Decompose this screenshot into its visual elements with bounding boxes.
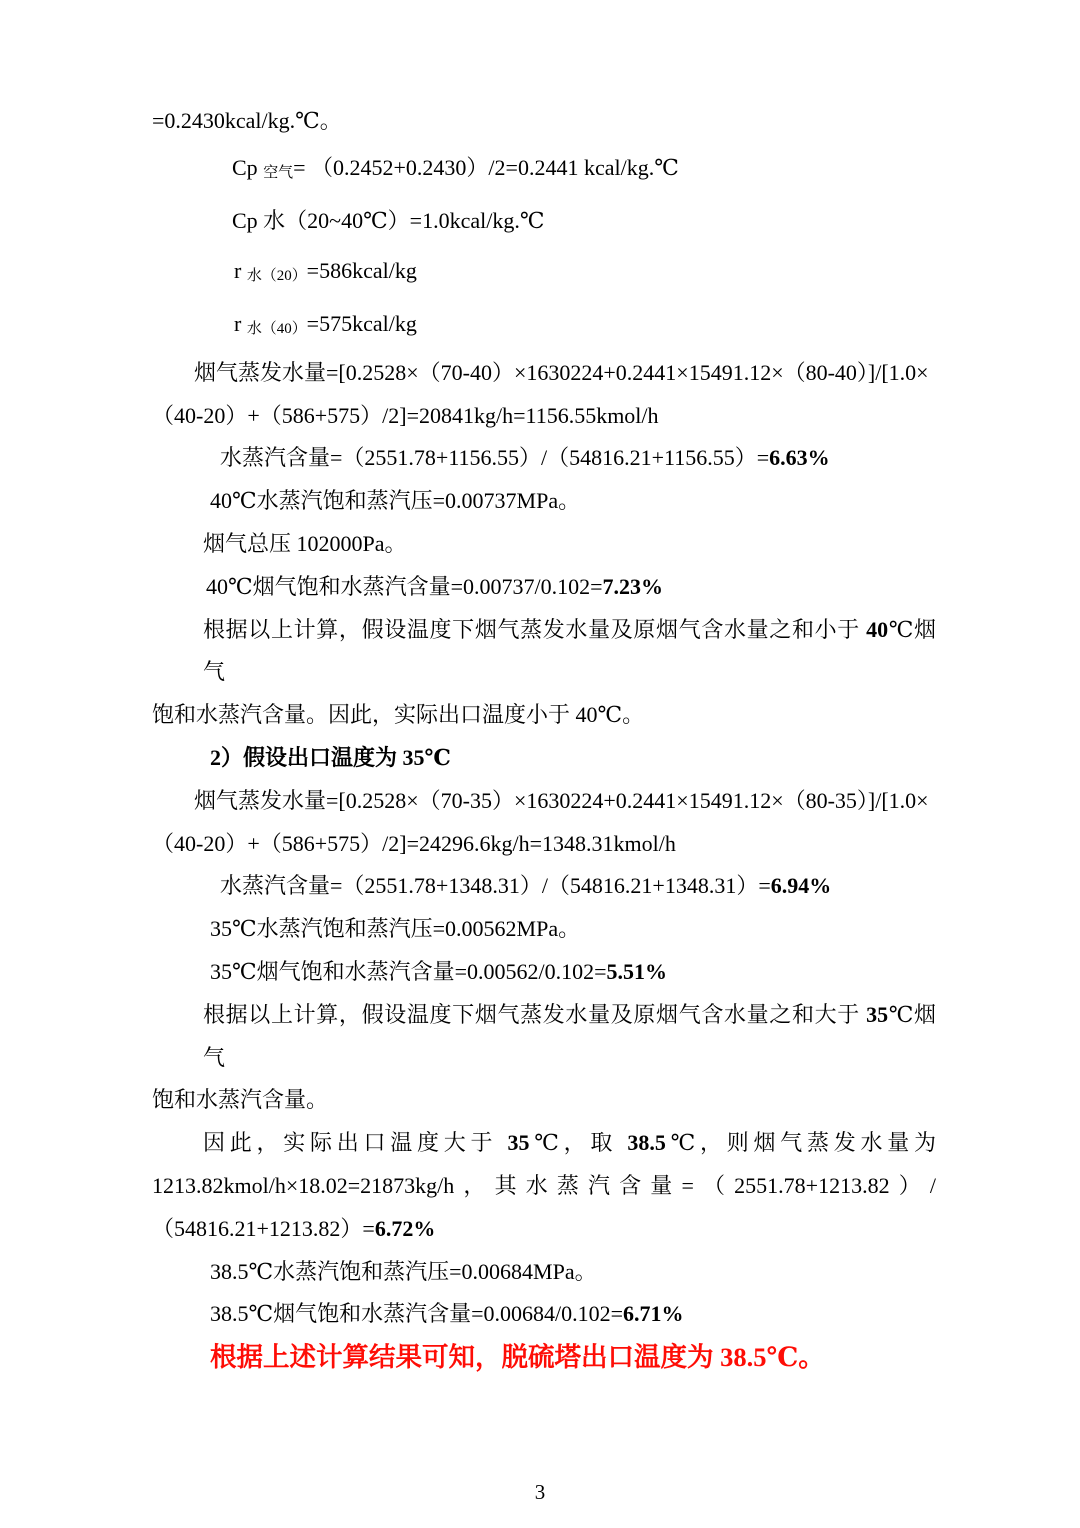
text-line: [152, 523, 936, 566]
text-line: [152, 196, 936, 246]
text-segment: 根据上述计算结果可知，脱硫塔出口温度为: [210, 1342, 721, 1373]
para-vapor-content-40c: [152, 437, 936, 480]
text-segment: 水（40）: [246, 321, 307, 338]
para-r-water-40: [152, 299, 936, 352]
text-line: [152, 352, 936, 395]
page-number: 3: [534, 1480, 546, 1504]
text-segment: （40-20）+（586+575）/2]=24296.6kg/h=1348.31kmol/h: [152, 830, 676, 856]
text-line: [152, 246, 936, 299]
text-segment: 6.72%: [374, 1215, 436, 1241]
text-line: [152, 143, 936, 196]
text-segment: 空气: [263, 165, 294, 182]
text-segment: 根据以上计算，假设温度下烟气蒸发水量及原烟气含水量之和小于: [203, 616, 867, 642]
text-segment: Cp 水（20~40℃）=1.0kcal/kg.℃: [232, 207, 545, 233]
text-line: [152, 480, 936, 523]
text-segment: 35℃水蒸汽饱和蒸汽压=0.00562MPa。: [210, 916, 581, 942]
text-line: [152, 780, 936, 823]
text-line: [152, 1122, 936, 1165]
text-line: [152, 395, 936, 438]
text-segment: 35: [507, 1130, 530, 1156]
para-heading-assume-35c: [152, 737, 936, 780]
text-segment: 饱和水蒸汽含量。: [152, 1087, 329, 1113]
para-vapor-content-35c: [152, 865, 936, 908]
text-line: [152, 694, 936, 737]
para-saturation-pressure-35c: [152, 908, 936, 951]
para-saturated-content-40c: [152, 566, 936, 609]
text-segment: （40-20）+（586+575）/2]=20841kg/h=1156.55kmol/h: [152, 402, 659, 428]
text-line: [152, 299, 936, 352]
text-segment: 因此，实际出口温度大于: [203, 1130, 508, 1156]
text-segment: r: [234, 257, 247, 283]
para-cp-water: [152, 196, 936, 246]
text-segment: 40℃水蒸汽饱和蒸汽压=0.00737MPa。: [210, 488, 581, 514]
text-line: [152, 566, 936, 609]
para-saturated-content-38-5c: [152, 1293, 936, 1336]
text-segment: 烟气蒸发水量=[0.2528×（70-35）×1630224+0.2441×15491.12×（80-35）]/[1.0×: [194, 787, 929, 813]
text-line: [152, 609, 936, 695]
text-segment: 7.23%: [602, 573, 664, 599]
text-segment: ℃烟气: [203, 1001, 936, 1070]
text-segment: 6.63%: [769, 445, 830, 471]
text-line: [152, 1251, 936, 1294]
para-final-calculation-38-5c: [152, 1122, 936, 1250]
text-segment: 38.5℃水蒸汽饱和蒸汽压=0.00684MPa。: [210, 1258, 597, 1284]
para-continued-cp-value: [152, 100, 936, 143]
text-segment: 35: [866, 1001, 889, 1027]
text-line: [152, 1208, 936, 1251]
para-saturation-pressure-38-5c: [152, 1251, 936, 1294]
para-saturated-content-35c: [152, 951, 936, 994]
text-segment: Cp: [232, 154, 264, 180]
para-final-conclusion-red: [152, 1336, 936, 1379]
text-line: [152, 823, 936, 866]
text-line: [152, 1336, 936, 1379]
text-line: [152, 1293, 936, 1336]
para-evaporation-formula-35c: [152, 780, 936, 866]
para-cp-air: [152, 143, 936, 196]
text-line: [152, 1079, 936, 1122]
para-evaporation-formula-40c: [152, 352, 936, 438]
text-segment: 5.51%: [606, 958, 668, 984]
text-line: [152, 737, 936, 780]
text-segment: =0.2430kcal/kg.℃。: [152, 108, 342, 133]
text-segment: 38.5℃烟气饱和水蒸汽含量=0.00684/0.102=: [210, 1301, 624, 1327]
text-segment: 饱和水蒸汽含量。因此，实际出口温度小于 40℃。: [152, 702, 645, 728]
text-segment: ℃，则烟气蒸发水量为: [665, 1130, 936, 1156]
text-line: [152, 865, 936, 908]
text-segment: ℃，取: [529, 1130, 628, 1156]
text-segment: 40: [866, 616, 889, 642]
text-segment: 烟气蒸发水量=[0.2528×（70-40）×1630224+0.2441×15491.12×（80-40）]/[1.0×: [194, 359, 929, 385]
document-content: [152, 100, 936, 1379]
para-saturation-pressure-40c: [152, 480, 936, 523]
text-segment: 烟气总压 102000Pa。: [203, 530, 407, 556]
text-segment: 40℃烟气饱和水蒸汽含量=0.00737/0.102=: [206, 573, 603, 599]
text-segment: 2）假设出口温度为 35℃: [210, 744, 451, 770]
text-line: [152, 951, 936, 994]
text-segment: 1213.82kmol/h×18.02=21873kg/h，其水蒸汽含量=（2551.78+1213.82）/: [152, 1172, 936, 1198]
text-line: [152, 994, 936, 1080]
text-segment: 根据以上计算，假设温度下烟气蒸发水量及原烟气含水量之和大于: [203, 1001, 867, 1027]
text-segment: =575kcal/kg: [306, 310, 417, 336]
text-segment: （54816.21+1213.82）=: [152, 1215, 375, 1241]
text-segment: 6.94%: [770, 873, 832, 899]
text-segment: 35℃烟气饱和水蒸汽含量=0.00562/0.102=: [210, 958, 607, 984]
text-segment: ℃。: [766, 1342, 825, 1373]
text-segment: 38.5: [720, 1342, 767, 1373]
para-total-pressure: [152, 523, 936, 566]
text-line: [152, 437, 936, 480]
text-segment: 6.71%: [623, 1301, 684, 1327]
text-segment: =586kcal/kg: [306, 257, 417, 283]
para-conclusion-40c: [152, 609, 936, 737]
text-line: [152, 1165, 936, 1208]
text-segment: = （0.2452+0.2430）/2=0.2441 kcal/kg.℃: [293, 154, 679, 180]
text-segment: 水（20）: [246, 268, 307, 285]
para-r-water-20: [152, 246, 936, 299]
para-conclusion-35c: [152, 994, 936, 1122]
text-segment: 水蒸汽含量=（2551.78+1156.55）/（54816.21+1156.55）=: [220, 445, 770, 471]
text-segment: 水蒸汽含量=（2551.78+1348.31）/（54816.21+1348.31）=: [220, 873, 771, 899]
text-segment: ℃烟气: [203, 616, 936, 685]
text-line: [152, 908, 936, 951]
text-line: [152, 100, 936, 143]
text-segment: 38.5: [627, 1130, 666, 1156]
text-segment: r: [234, 310, 247, 336]
